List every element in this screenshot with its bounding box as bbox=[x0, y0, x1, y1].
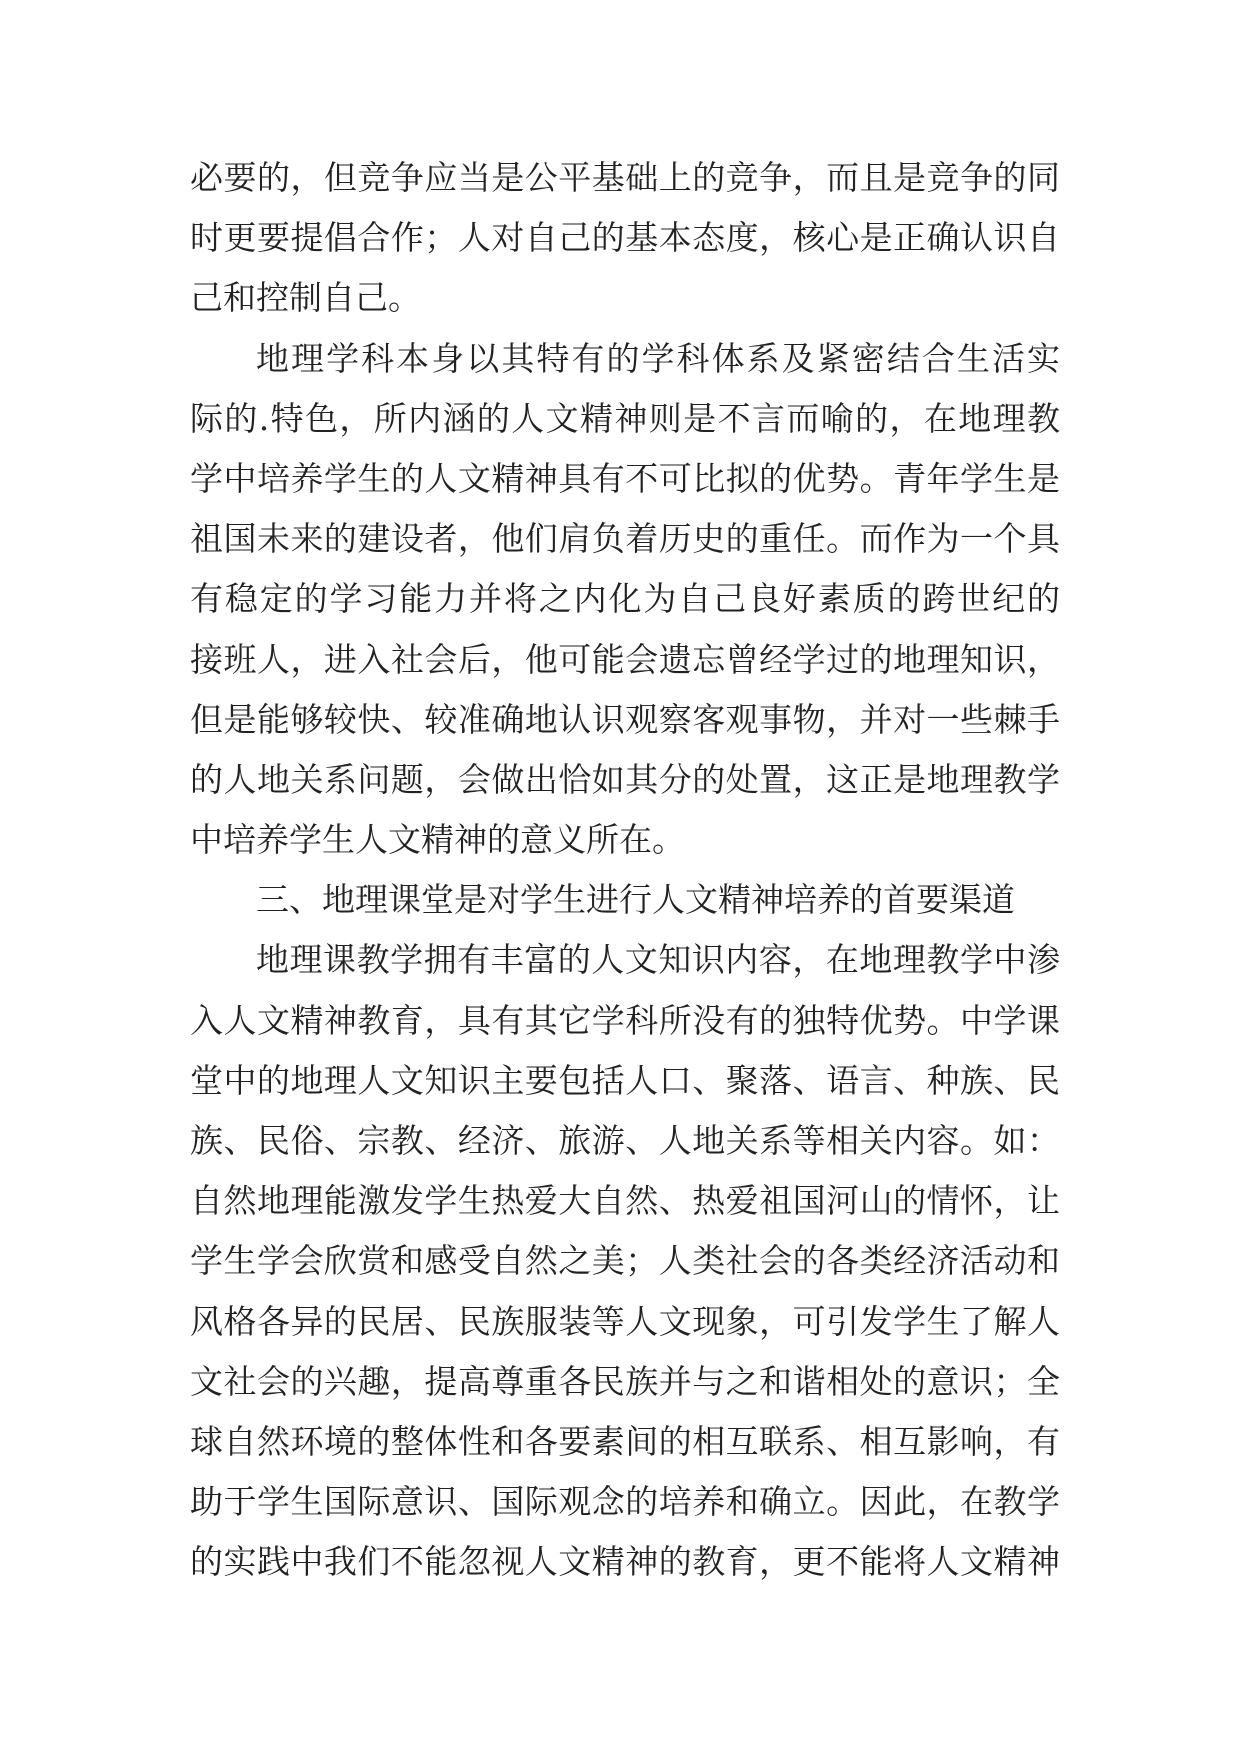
text-line: 文社会的兴趣，提高尊重各民族并与之和谐相处的意识；全 bbox=[190, 1361, 1060, 1401]
text-line: 己和控制自己。 bbox=[190, 278, 421, 318]
text-line: 族、民俗、宗教、经济、旅游、人地关系等相关内容。如： bbox=[190, 1121, 1060, 1160]
text-line: 但是能够较快、较准确地认识观察客观事物，并对一些棘手 bbox=[190, 699, 1060, 739]
text-line: 中培养学生人文精神的意义所在。 bbox=[190, 820, 685, 860]
text-line: 际的.特色，所内涵的人文精神则是不言而喻的，在地理教 bbox=[190, 398, 1060, 438]
text-line: 学中培养学生的人文精神具有不可比拟的优势。青年学生是 bbox=[190, 458, 1060, 498]
text-line: 入人文精神教育，具有其它学科所没有的独特优势。中学课 bbox=[190, 1000, 1060, 1040]
text-line: 时更要提倡合作；人对自己的基本态度，核心是正确认识自 bbox=[190, 218, 1060, 258]
text-line: 地理学科本身以其特有的学科体系及紧密结合生活实 bbox=[256, 338, 1060, 378]
text-line: 接班人，进入社会后，他可能会遗忘曾经学过的地理知识， bbox=[190, 639, 1060, 679]
text-line: 球自然环境的整体性和各要素间的相互联系、相互影响，有 bbox=[190, 1421, 1060, 1461]
text-line: 堂中的地理人文知识主要包括人口、聚落、语言、种族、民 bbox=[190, 1060, 1060, 1100]
body-text bbox=[190, 148, 1060, 1593]
text-line: 风格各异的民居、民族服装等人文现象，可引发学生了解人 bbox=[190, 1301, 1060, 1341]
text-line: 地理课教学拥有丰富的人文知识内容，在地理教学中渗 bbox=[256, 940, 1060, 980]
text-line: 三、地理课堂是对学生进行人文精神培养的首要渠道 bbox=[256, 880, 1015, 920]
text-line: 助于学生国际意识、国际观念的培养和确立。因此，在教学 bbox=[190, 1482, 1060, 1522]
text-line: 祖国未来的建设者，他们肩负着历史的重任。而作为一个具 bbox=[190, 519, 1060, 559]
text-line: 必要的，但竞争应当是公平基础上的竞争，而且是竞争的同 bbox=[190, 158, 1060, 197]
text-line: 的人地关系问题，会做出恰如其分的处置，这正是地理教学 bbox=[190, 759, 1060, 799]
text-line: 有稳定的学习能力并将之内化为自己良好素质的跨世纪的 bbox=[190, 579, 1060, 619]
text-line: 的实践中我们不能忽视人文精神的教育，更不能将人文精神 bbox=[190, 1542, 1060, 1582]
text-line: 自然地理能激发学生热爱大自然、热爱祖国河山的情怀，让 bbox=[190, 1181, 1060, 1221]
text-line: 学生学会欣赏和感受自然之美；人类社会的各类经济活动和 bbox=[190, 1241, 1060, 1281]
